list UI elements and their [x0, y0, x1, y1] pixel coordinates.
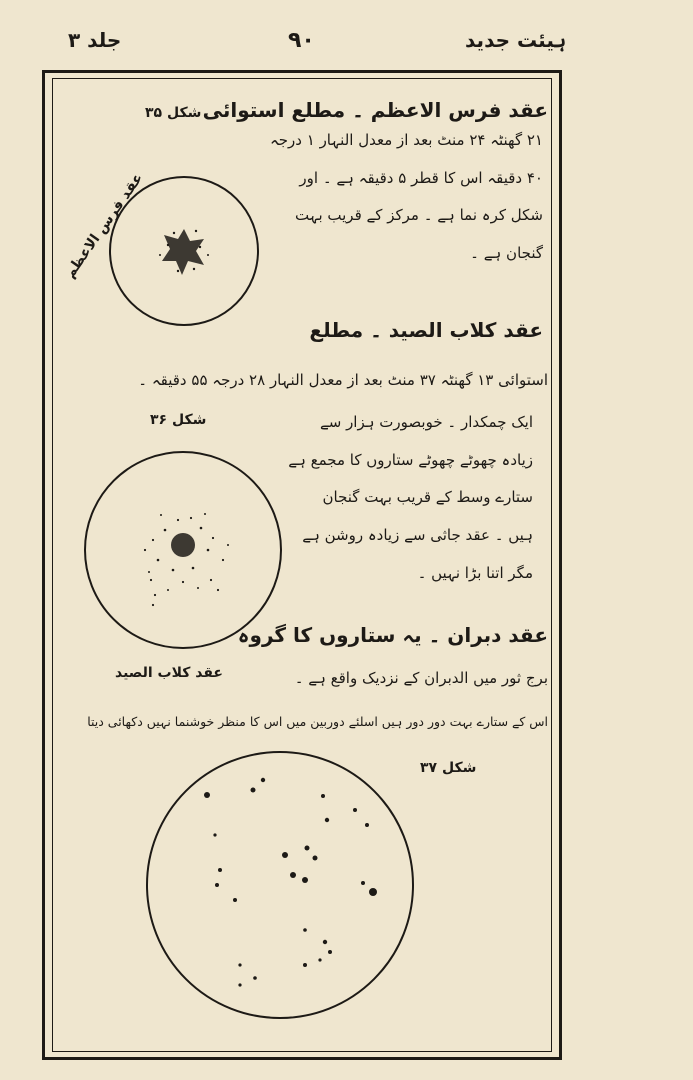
figure-36-caption: عقد کلاب الصید [115, 665, 223, 681]
section2-title: عقد کلاب الصید ۔ مطلع [309, 318, 543, 342]
volume-label: جلد ۳ [68, 28, 122, 52]
figure-36-disc [83, 450, 283, 650]
section1-line-2: ۴۰ دقیقہ اس کا قطر ۵ دقیقہ ہے ۔ اور [299, 169, 543, 187]
section2-line-1: استوائی ۱۳ گھنٹہ ۳۷ منٹ بعد از معدل النہار ۲۸ درجہ ۵۵ دقیقہ ۔ [138, 371, 548, 389]
page-number: ۹۰ [288, 28, 315, 53]
section3-line-2: اس کے ستارے بہت دور دور ہیں اسلئے دوربین میں اس کا منظر خوشنما نہیں دکھائی دیتا [87, 714, 548, 729]
section2-line-3: زیادہ چھوٹے چھوٹے ستاروں کا مجمع ہے [288, 451, 533, 469]
figure-36-label: شکل ۳۶ [150, 412, 207, 428]
section1-line-4: گنجان ہے ۔ [470, 244, 543, 262]
section3-line-1: برج ثور میں الدبران کے نزدیک واقع ہے ۔ [294, 669, 548, 687]
figure-37-disc [145, 750, 415, 1020]
section2-line-4: ستارے وسط کے قریب بہت گنجان [322, 488, 533, 506]
section2-line-5: ہیں ۔ عقد جاثی سے زیادہ روشن ہے [302, 526, 533, 544]
section1-title: عقد فرس الاعظم ۔ مطلع استوائی [202, 98, 548, 122]
section2-line-6: مگر اتنا بڑا نہیں ۔ [417, 564, 533, 582]
section1-line-1: ۲۱ گھنٹہ ۲۴ منٹ بعد از معدل النہار ۱ درجہ [269, 131, 543, 149]
running-title: ہیئت جدید [465, 28, 567, 52]
section1-line-3: شکل کرہ نما ہے ۔ مرکز کے قریب بہت [294, 206, 543, 224]
figure-35-label: شکل ۳۵ [145, 105, 202, 121]
section2-line-2: ایک چمکدار ۔ خوبصورت ہزار سے [319, 413, 533, 431]
figure-35-caption: عقد فرس الاعظم [62, 170, 147, 282]
section3-title: عقد دبران ۔ یہ ستاروں کا گروہ [237, 623, 548, 647]
figure-37-label: شکل ۳۷ [420, 760, 477, 776]
